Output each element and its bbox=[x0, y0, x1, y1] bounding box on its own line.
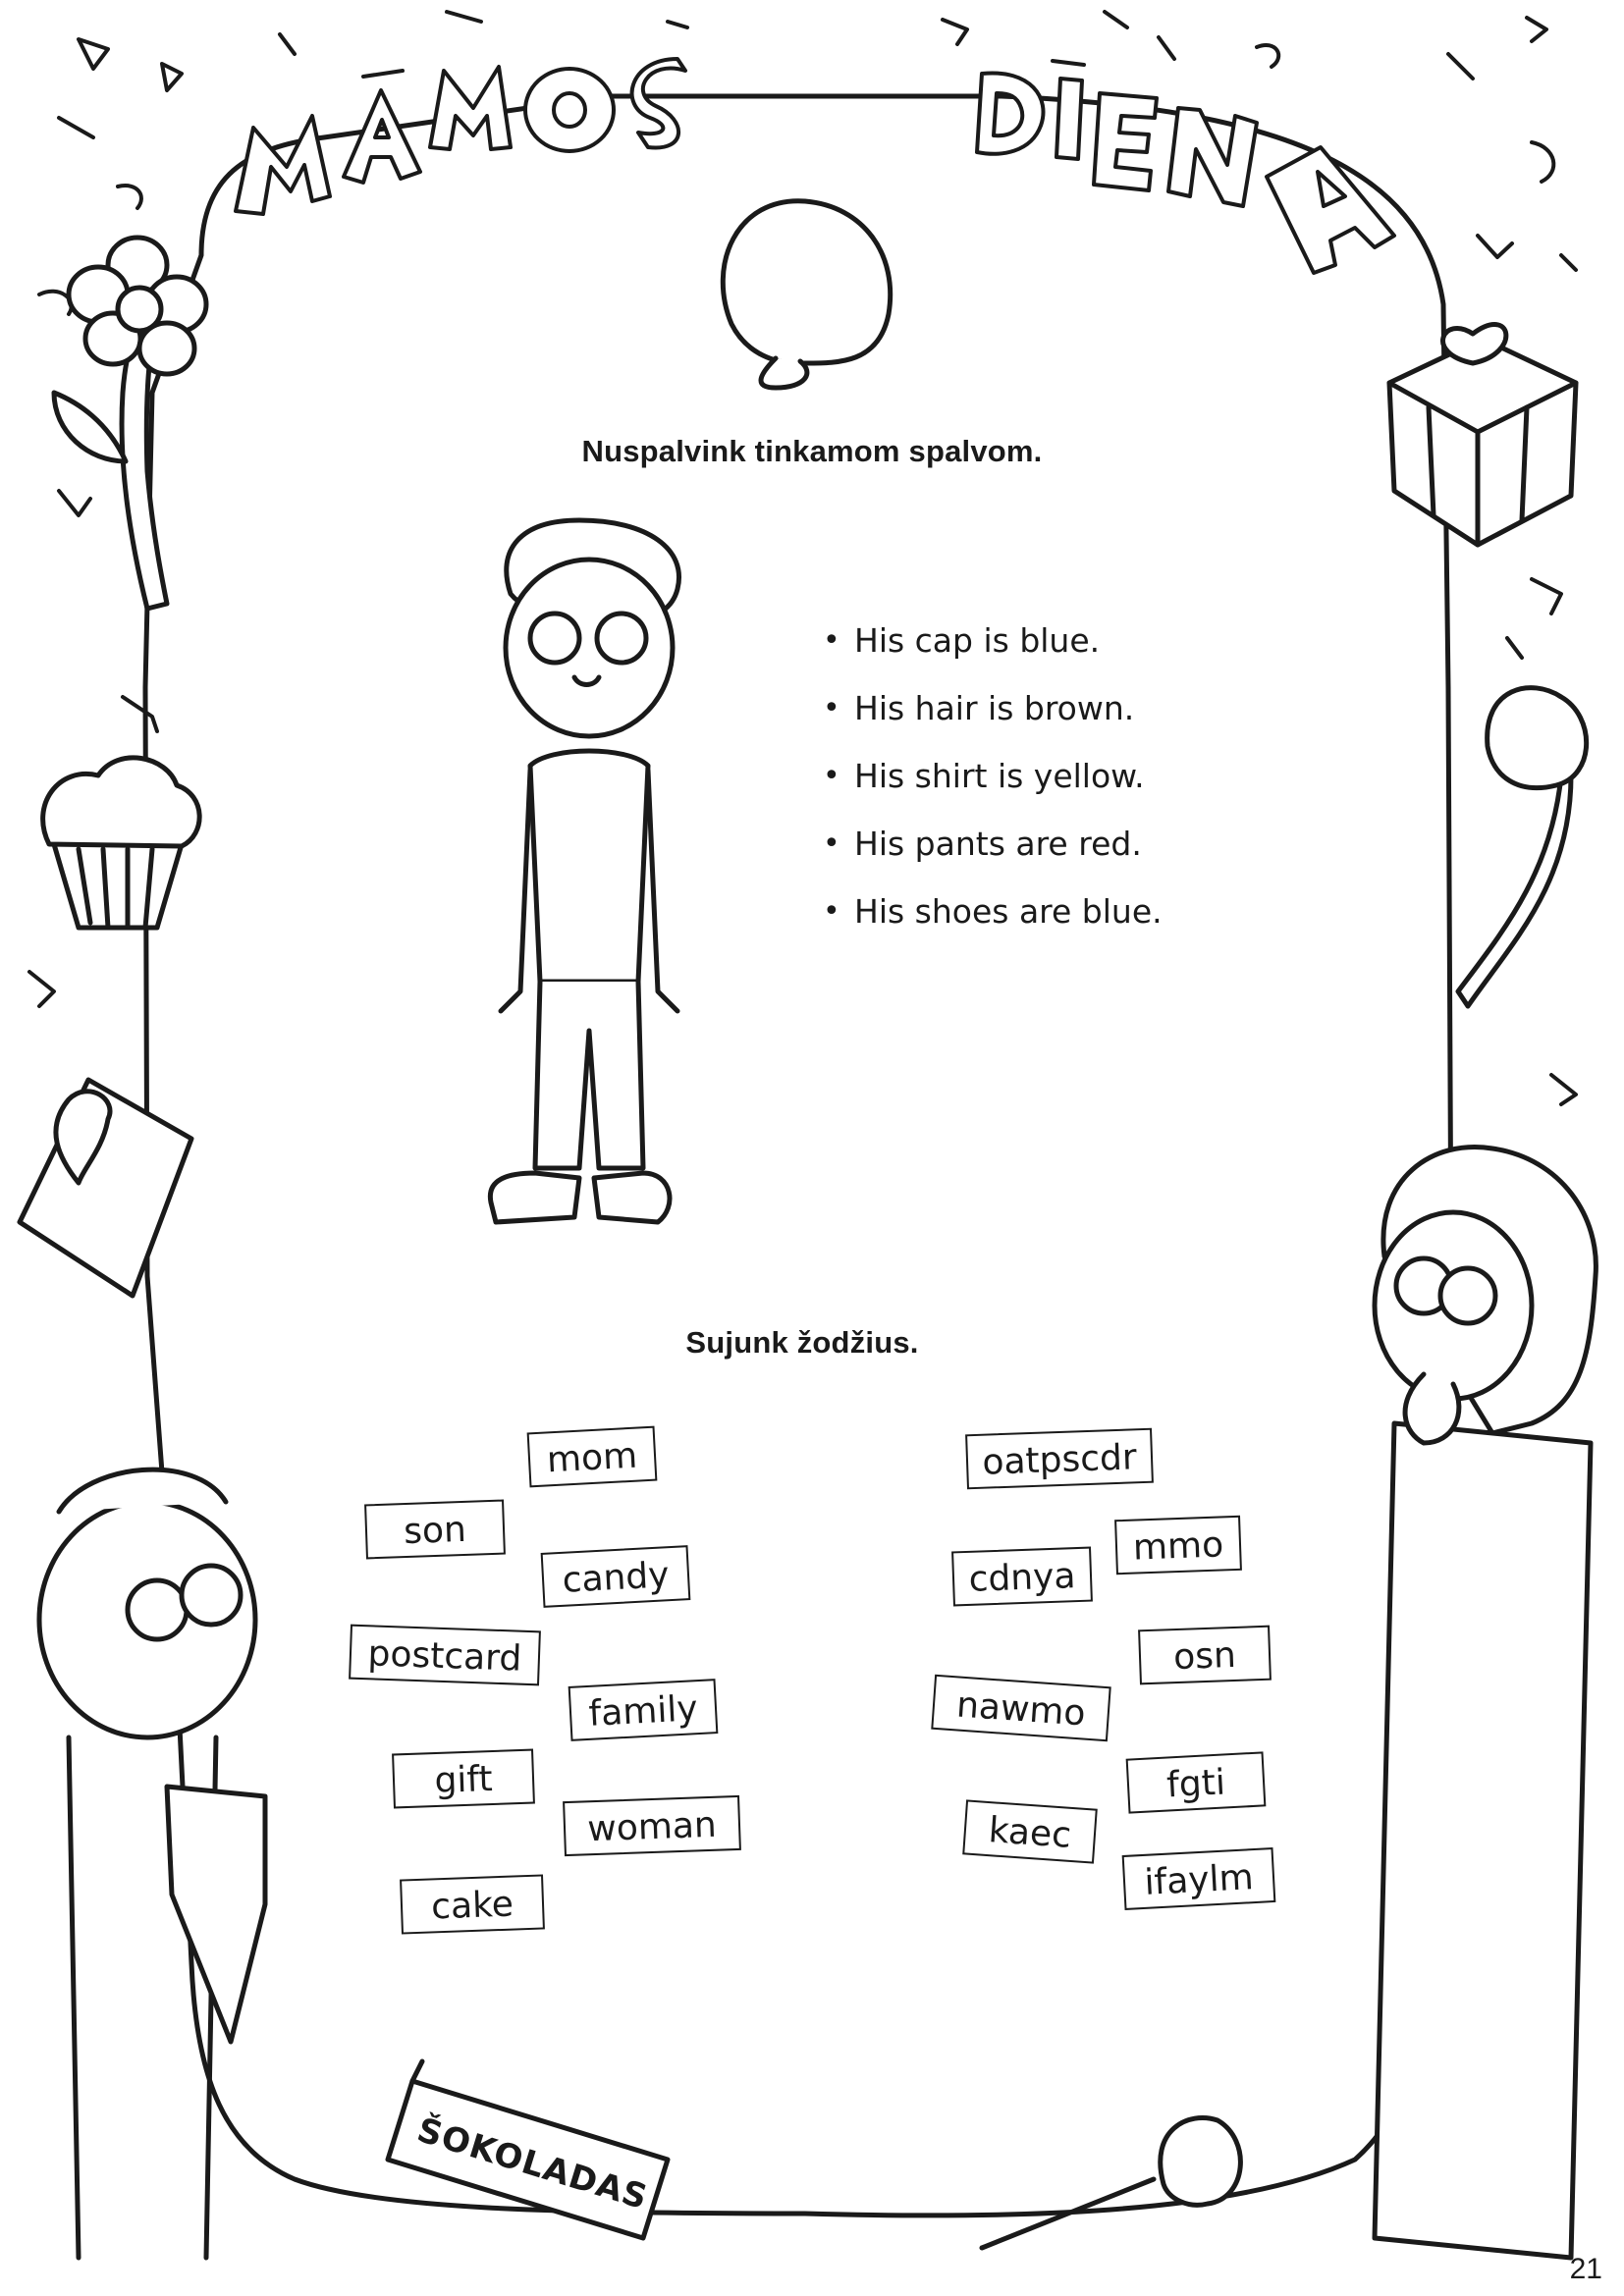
color-statement: • His hair is brown. bbox=[823, 674, 1163, 742]
title-letter bbox=[973, 56, 1050, 158]
word-tile[interactable]: gift bbox=[392, 1749, 535, 1809]
color-statement: • His cap is blue. bbox=[823, 607, 1163, 674]
word-tile[interactable]: woman bbox=[563, 1795, 741, 1856]
title-letter bbox=[530, 55, 600, 151]
muffin-icon bbox=[43, 758, 200, 928]
scrambled-tile[interactable]: cdnya bbox=[951, 1547, 1093, 1607]
scrambled-tile[interactable]: osn bbox=[1138, 1626, 1272, 1685]
greeting-card-icon bbox=[20, 1080, 191, 1296]
title-letter bbox=[1257, 137, 1360, 252]
title-letter bbox=[1162, 102, 1249, 210]
color-statements bbox=[823, 607, 1163, 945]
title-letter bbox=[628, 53, 688, 149]
title-display bbox=[0, 0, 1624, 294]
boy-figure bbox=[490, 520, 678, 1222]
chocolate-label: ŠOKOLADAS bbox=[412, 2110, 653, 2218]
word-tile[interactable]: son bbox=[364, 1500, 506, 1560]
title-letter bbox=[1085, 86, 1154, 189]
scrambled-tile[interactable]: ifaylm bbox=[1122, 1847, 1276, 1910]
color-statement: • His pants are red. bbox=[823, 810, 1163, 878]
word-tile[interactable]: candy bbox=[541, 1545, 691, 1608]
color-statement: • His shirt is yellow. bbox=[823, 742, 1163, 810]
title-letter bbox=[1052, 66, 1092, 165]
coloring-instruction: Nuspalvink tinkamom spalvom. bbox=[581, 434, 1043, 468]
word-tile[interactable]: postcard bbox=[349, 1625, 541, 1686]
mother-figure bbox=[1375, 1147, 1596, 2258]
scrambled-tile[interactable]: kaec bbox=[962, 1799, 1098, 1863]
title-letter bbox=[334, 81, 413, 187]
title-letter bbox=[227, 107, 330, 220]
tulip-icon bbox=[1458, 688, 1587, 1006]
scrambled-tile[interactable]: mmo bbox=[1114, 1516, 1242, 1575]
word-tile[interactable]: mom bbox=[527, 1426, 658, 1488]
title-letter bbox=[423, 59, 514, 163]
scrambled-tile[interactable]: oatpscdr bbox=[965, 1428, 1154, 1490]
rose-icon bbox=[982, 2118, 1240, 2248]
boy-with-flowers bbox=[39, 1469, 265, 2258]
page-number: 21 bbox=[1569, 2253, 1602, 2285]
matching-instruction: Sujunk žodžius. bbox=[685, 1325, 919, 1360]
word-tile[interactable]: family bbox=[568, 1679, 719, 1741]
scrambled-tile[interactable]: fgti bbox=[1126, 1751, 1267, 1813]
color-statement: • His shoes are blue. bbox=[823, 878, 1163, 945]
word-tile[interactable]: cake bbox=[400, 1874, 545, 1934]
scrambled-tile[interactable]: nawmo bbox=[931, 1675, 1110, 1741]
